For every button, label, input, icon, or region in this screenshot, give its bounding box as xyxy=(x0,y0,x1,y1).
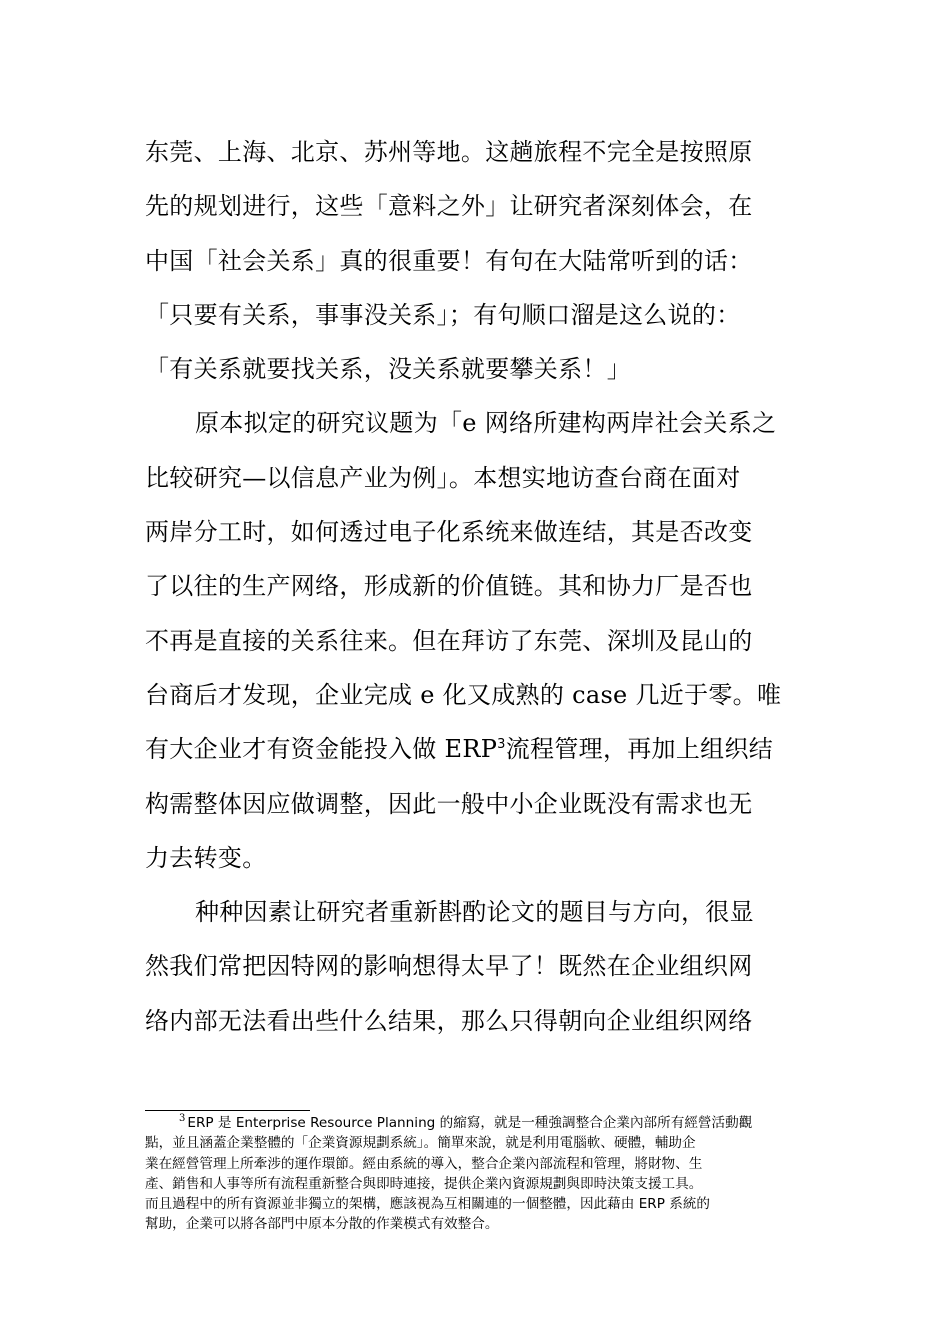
body-line: 比较研究—以信息产业为例」。本想实地访查台商在面对 xyxy=(145,463,741,492)
body-line: 络内部无法看出些什么结果，那么只得朝向企业组织网络 xyxy=(145,1006,753,1035)
body-line: 台商后才发现，企业完成 e 化又成熟的 case 几近于零。唯 xyxy=(145,680,782,709)
footnote-number: 3 xyxy=(179,1113,186,1124)
footnote-text: ERP 是 Enterprise Resource Planning 的縮寫，就是一種強調整合企業內部所有經營活動觀 xyxy=(187,1115,753,1131)
footnote-separator xyxy=(145,1110,310,1111)
body-line-head: 有大企业才有资金能投入做 ERP xyxy=(145,735,498,764)
body-line: 先的规划进行，这些「意料之外」让研究者深刻体会，在 xyxy=(145,192,753,221)
footnote xyxy=(145,1113,813,1235)
footnote-reference[interactable]: 3 xyxy=(497,737,506,753)
body-line: 东莞、上海、北京、苏州等地。这趟旅程不完全是按照原 xyxy=(145,138,753,166)
body-line: 不再是直接的关系往来。但在拜访了东莞、深圳及昆山的 xyxy=(145,626,753,655)
footnote-line: 點，並且涵蓋企業整體的「企業資源規劃系統」。簡單來說，就是利用電腦軟、硬體，輔助企 xyxy=(145,1135,696,1152)
footnote-line: 產、銷售和人事等所有流程重新整合與即時連接，提供企業內資源規劃與即時決策支援工具。 xyxy=(145,1175,703,1192)
footnote-line: 業在經營管理上所牽涉的運作環節。經由系統的導入，整合企業內部流程和管理，將財物、生 xyxy=(145,1155,703,1172)
body-line: 力去转变。 xyxy=(145,843,267,872)
body-line-tail: 流程管理，再加上组织结 xyxy=(505,735,774,764)
footnote-line xyxy=(145,1113,813,1133)
body-line: 构需整体因应做调整，因此一般中小企业既没有需求也无 xyxy=(145,789,753,818)
body-text xyxy=(145,125,810,1048)
body-line-paragraph-start: 种种因素让研究者重新斟酌论文的题目与方向，很显 xyxy=(195,898,754,927)
body-line: 两岸分工时，如何透过电子化系统来做连结，其是否改变 xyxy=(145,518,753,547)
body-line: 「有关系就要找关系，没关系就要攀关系！」 xyxy=(145,355,631,384)
footnote-line: 幫助，企業可以將各部門中原本分散的作業模式有效整合。 xyxy=(145,1216,499,1233)
body-line: 中国「社会关系」真的很重要！有句在大陆常听到的话： xyxy=(145,246,753,275)
body-line-with-footnote-ref xyxy=(145,722,810,776)
body-line: 然我们常把因特网的影响想得太早了！既然在企业组织网 xyxy=(145,952,753,981)
body-line: 「只要有关系，事事没关系」；有句顺口溜是这么说的： xyxy=(145,300,741,329)
body-line-paragraph-start: 原本拟定的研究议题为「e 网络所建构两岸社会关系之 xyxy=(195,409,777,438)
body-line: 了以往的生产网络，形成新的价值链。其和协力厂是否也 xyxy=(145,572,753,601)
footnote-line: 而且過程中的所有資源並非獨立的架構，應該視為互相關連的一個整體，因此藉由 ERP 系統的 xyxy=(145,1196,711,1213)
